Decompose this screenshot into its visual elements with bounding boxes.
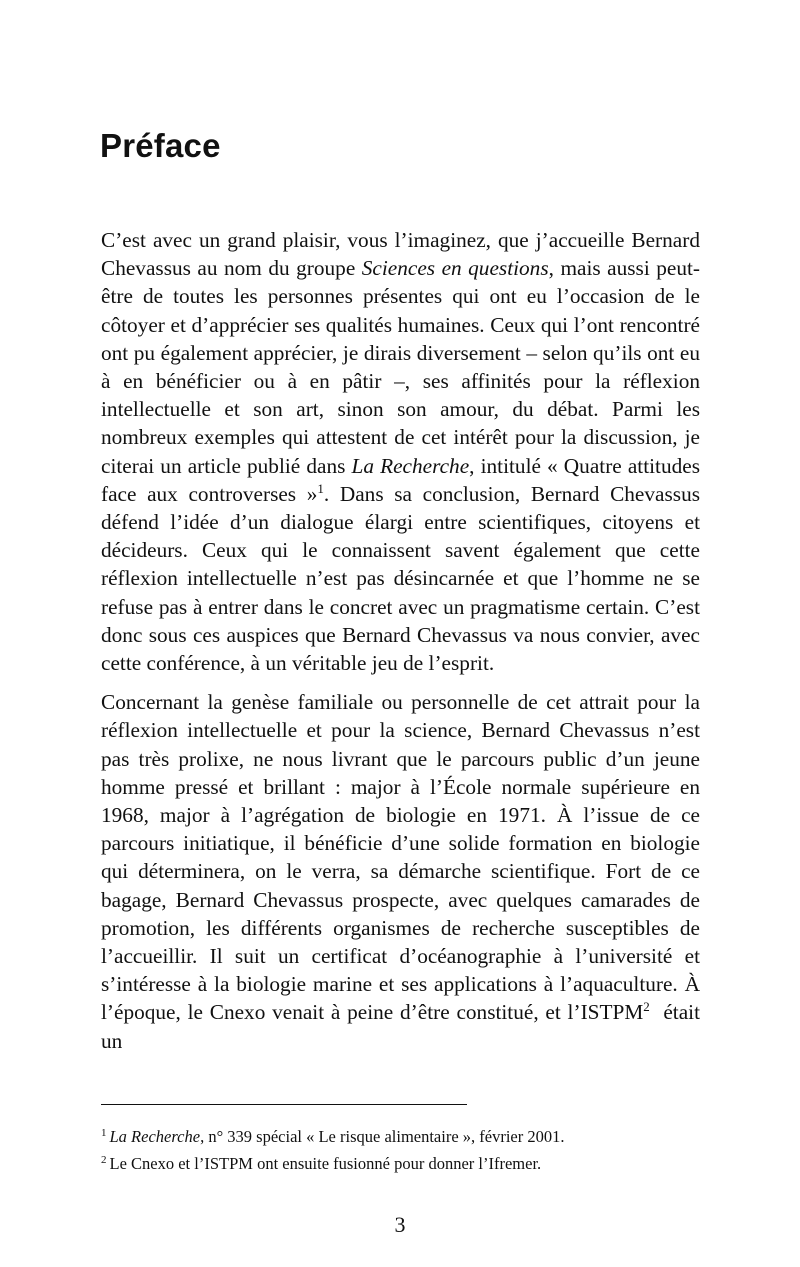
footnote-marker: 1 [101,1126,107,1139]
text-run: Concernant la genèse familiale ou personnelle de cet attrait pour la réflexion intellectuelle et pour la science, Bernard Chevassus n’est pas très prolixe, ne nous livrant que le parcours public d’un jeune homme pressé et brillant : major à l’École normale supérieure en 1968, major à l’agrégation de biologie en 1971. À l’issue de ce parcours initiatique, il bénéficie d’une solide formation en biologie qui déterminera, on le verra, sa démarche scientifique. Fort de ce bagage, Bernard Chevassus prospecte, avec quelques camarades de promotion, les différents organismes de recherche susceptibles de l’accueillir. Il suit un certificat d’océanographie à l’université et s’intéresse à la biologie marine et ses applications à l’aquaculture. À l’époque, le Cnexo venait à peine d’être constitué, et l’ISTPM [101,690,700,1025]
footnote-text: Le Cnexo et l’ISTPM ont ensuite fusionné pour donner l’Ifremer. [109,1154,542,1173]
italic-title: La Recherche [109,1127,201,1146]
footnote [101,1150,701,1177]
footnotes [101,1123,701,1177]
page-title: Préface [100,127,221,164]
italic-title: La Recherche [351,453,470,478]
footnote-marker: 2 [101,1153,107,1166]
footnote [101,1123,701,1150]
text-run: , intitulé « Quatre attitudes face aux controverses » [101,453,700,506]
text-run: était un [101,1000,706,1053]
body-text [101,226,706,1066]
footnote-reference: 2 [643,999,650,1015]
paragraph [101,688,706,1055]
text-run: , mais aussi peut-être de toutes les personnes présentes qui ont eu l’occasion de le côtoyer et d’apprécier ses qualités humaines. Ceux qui l’ont rencontré ont pu également apprécier, je dirais diversement – selon qu’ils ont eu à en bénéficier ou à en pâtir –, ses affinités pour la réflexion intellectuelle et son art, sinon son amour, du débat. Parmi les nombreux exemples qui attestent de cet intérêt pour la discussion, je citerai un article publié dans [101,256,700,478]
text-run: C’est avec un grand plaisir, vous l’imaginez, que j’accueille Bernard Chevassus au nom du groupe [101,228,700,281]
page-number: 3 [394,1212,406,1237]
italic-title: Sciences en questions [361,256,549,281]
text-run: . Dans sa conclusion, Bernard Chevassus défend l’idée d’un dialogue élargi entre scientifiques, citoyens et décideurs. Ceux qui le connaissent savent également que cette réflexion intellectuelle n’est pas désincarnée et que l’homme ne se refuse pas à entrer dans le concret avec un pragmatisme certain. C’est donc sous ces auspices que Bernard Chevassus va nous convier, avec cette conférence, à un véritable jeu de l’esprit. [101,481,701,676]
footnote-text: , n° 339 spécial « Le risque alimentaire », février 2001. [200,1127,565,1146]
footnote-separator [101,1104,467,1105]
paragraph [101,226,700,677]
footnote-reference: 1 [317,480,324,496]
